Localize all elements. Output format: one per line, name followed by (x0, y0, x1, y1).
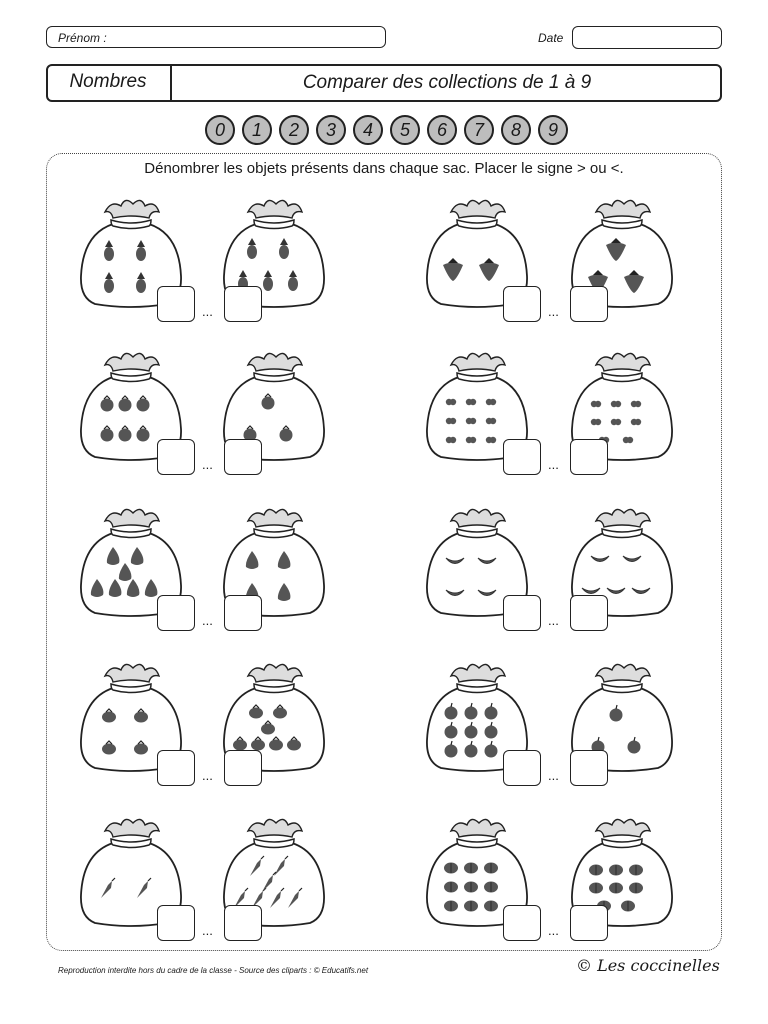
number-circle-6: 6 (427, 115, 457, 145)
cherry-icon (631, 401, 641, 407)
prenom-label: Prénom : (58, 31, 107, 45)
count-box-left-1[interactable] (157, 286, 195, 322)
cherry-icon (623, 437, 633, 443)
count-box-left-9[interactable] (157, 905, 195, 941)
pumpkin-icon (464, 882, 478, 893)
cherry-icon (486, 418, 496, 424)
comparison-sign-slot[interactable]: ... (548, 613, 559, 628)
cherry-icon (611, 401, 621, 407)
cherry-icon (466, 418, 476, 424)
comparison-sign-slot[interactable]: ... (202, 304, 213, 319)
number-circle-7: 7 (464, 115, 494, 145)
pumpkin-icon (589, 883, 603, 894)
comparison-sign-slot[interactable]: ... (202, 613, 213, 628)
count-box-right-1[interactable] (224, 286, 262, 322)
count-box-right-10[interactable] (570, 905, 608, 941)
cherry-icon (466, 437, 476, 443)
count-box-right-6[interactable] (570, 595, 608, 631)
cherry-icon (466, 399, 476, 405)
pumpkin-icon (629, 865, 643, 876)
comparison-sign-slot[interactable]: ... (548, 768, 559, 783)
pumpkin-icon (484, 882, 498, 893)
count-box-left-10[interactable] (503, 905, 541, 941)
pumpkin-icon (464, 863, 478, 874)
cherry-icon (631, 419, 641, 425)
count-box-right-7[interactable] (224, 750, 262, 786)
number-circle-2: 2 (279, 115, 309, 145)
brand-logo: © Les coccinelles (576, 956, 720, 975)
copyright-notice: Reproduction interdite hors du cadre de la classe - Source des cliparts : © Educatifs.net (58, 966, 369, 975)
worksheet-title: Comparer des collections de 1 à 9 (302, 72, 592, 93)
cherry-icon (591, 419, 601, 425)
pumpkin-icon (444, 901, 458, 912)
pumpkin-icon (621, 901, 635, 912)
number-circle-9: 9 (538, 115, 568, 145)
comparison-sign-slot[interactable]: ... (548, 457, 559, 472)
count-box-left-7[interactable] (157, 750, 195, 786)
cherry-icon (446, 418, 456, 424)
count-box-right-8[interactable] (570, 750, 608, 786)
count-box-right-5[interactable] (224, 595, 262, 631)
cherry-icon (446, 437, 456, 443)
comparison-sign-slot[interactable]: ... (548, 923, 559, 938)
pumpkin-icon (464, 901, 478, 912)
pumpkin-icon (609, 883, 623, 894)
pumpkin-icon (484, 863, 498, 874)
number-circle-8: 8 (501, 115, 531, 145)
count-box-left-8[interactable] (503, 750, 541, 786)
number-circle-3: 3 (316, 115, 346, 145)
number-circle-4: 4 (353, 115, 383, 145)
date-label: Date (538, 31, 564, 45)
prenom-field[interactable] (46, 26, 386, 48)
comparison-sign-slot[interactable]: ... (202, 768, 213, 783)
number-circle-5: 5 (390, 115, 420, 145)
pumpkin-icon (444, 863, 458, 874)
count-box-right-4[interactable] (570, 439, 608, 475)
number-circle-1: 1 (242, 115, 272, 145)
pumpkin-icon (484, 901, 498, 912)
cherry-icon (591, 401, 601, 407)
count-box-left-4[interactable] (503, 439, 541, 475)
pumpkin-icon (589, 865, 603, 876)
cherry-icon (611, 419, 621, 425)
comparison-sign-slot[interactable]: ... (202, 457, 213, 472)
comparison-sign-slot[interactable]: ... (202, 923, 213, 938)
cherry-icon (486, 399, 496, 405)
pumpkin-icon (609, 865, 623, 876)
count-box-left-3[interactable] (157, 439, 195, 475)
count-box-left-5[interactable] (157, 595, 195, 631)
comparison-sign-slot[interactable]: ... (548, 304, 559, 319)
count-box-right-2[interactable] (570, 286, 608, 322)
pumpkin-icon (629, 883, 643, 894)
cherry-icon (486, 437, 496, 443)
subject-label: Nombres (46, 64, 172, 102)
number-circle-0: 0 (205, 115, 235, 145)
count-box-left-2[interactable] (503, 286, 541, 322)
cherry-icon (446, 399, 456, 405)
count-box-left-6[interactable] (503, 595, 541, 631)
date-field[interactable] (572, 26, 722, 49)
pumpkin-icon (444, 882, 458, 893)
count-box-right-9[interactable] (224, 905, 262, 941)
count-box-right-3[interactable] (224, 439, 262, 475)
instruction-text: Dénombrer les objets présents dans chaque sac. Placer le signe > ou <. (144, 160, 624, 177)
